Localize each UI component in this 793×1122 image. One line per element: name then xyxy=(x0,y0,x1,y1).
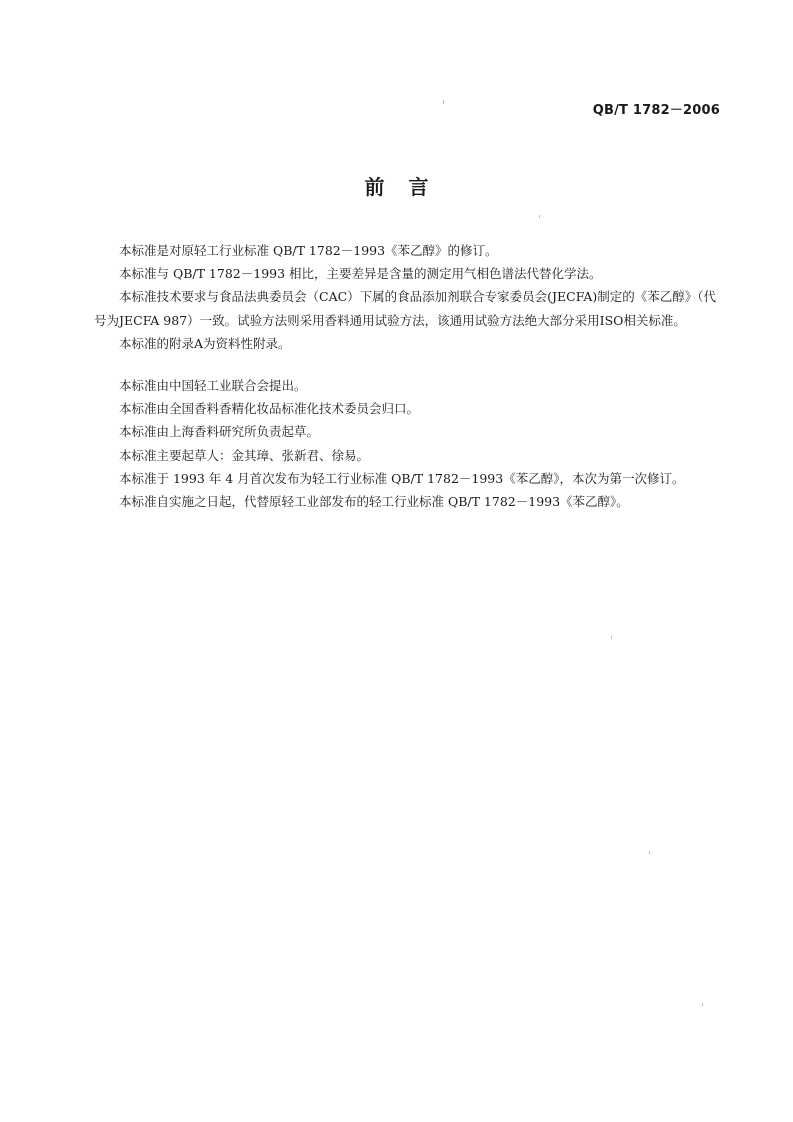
paragraph: 本标准自实施之日起，代替原轻工业部发布的轻工行业标准 QB/T 1782－1993《苯乙醇》。 xyxy=(119,494,629,510)
scan-speck xyxy=(702,1003,703,1006)
paragraph: 本标准由全国香料香精化妆品标准化技术委员会归口。 xyxy=(119,401,420,417)
scan-speck xyxy=(649,851,650,854)
paragraph: 本标准与 QB/T 1782－1993 相比，主要差异是含量的测定用气相色谱法代替化学法。 xyxy=(119,266,602,282)
paragraph: 本标准由中国轻工业联合会提出。 xyxy=(119,378,307,394)
foreword-body xyxy=(94,239,721,513)
paragraph-gap xyxy=(94,355,721,374)
standard-code: QB/T 1782－2006 xyxy=(592,103,720,118)
scan-speck xyxy=(611,636,612,639)
paragraph: 本标准于 1993 年 4 月首次发布为轻工行业标准 QB/T 1782－1993《苯乙醇》，本次为第一次修订。 xyxy=(119,470,685,486)
page-title: 前言 xyxy=(364,175,453,199)
paragraph: 本标准的附录A为资料性附录。 xyxy=(119,335,291,351)
paragraph: 本标准由上海香料研究所负责起草。 xyxy=(119,424,320,440)
scan-speck xyxy=(539,215,540,218)
scan-speck xyxy=(443,100,444,104)
paragraph: 本标准主要起草人：金其璋、张新君、徐易。 xyxy=(119,447,370,463)
paragraph: 本标准是对原轻工行业标准 QB/T 1782－1993《苯乙醇》的修订。 xyxy=(119,243,498,258)
paragraph: 本标准技术要求与食品法典委员会（CAC）下属的食品添加剂联合专家委员会(JECFA)制定的《苯乙醇》（代号为JECFA 987）一致。试验方法则采用香料通用试验方法，该通用试验方法绝大部分采用ISO相关标准。 xyxy=(94,289,716,328)
